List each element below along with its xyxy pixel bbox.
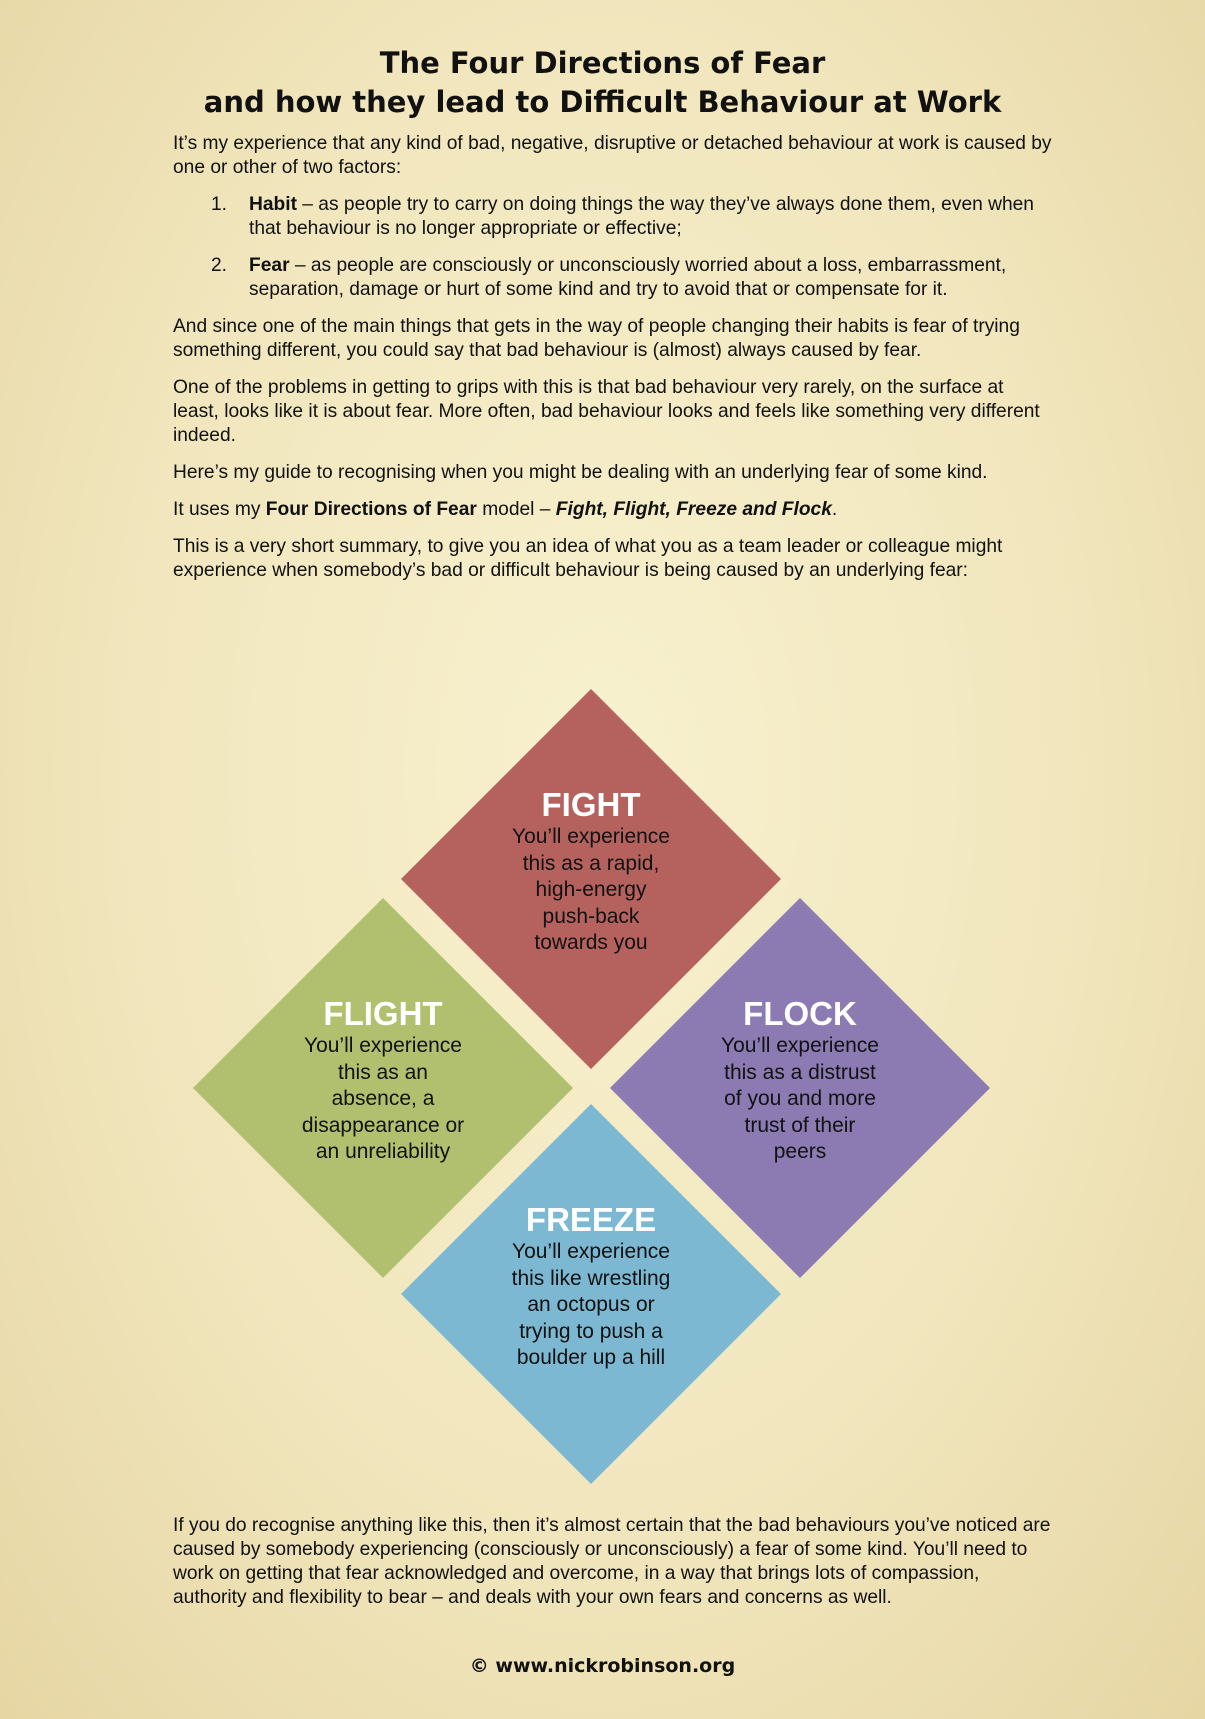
flock-line: of you and more [724,1087,876,1110]
freeze-line: this like wrestling [511,1266,671,1290]
factor-text: – as people are consciously or unconsciously worried about a loss, embarrassment, separation, damage or hurt of some kind and try to avoid that or compensate for it. [249,255,1007,300]
problems-paragraph: One of the problems in getting to grips with this is that bad behaviour very rarely, on the surface at least, looks like it is about fear. More often, bad behaviour looks and feels like something very different indeed. [173,377,1040,446]
fight-line: towards you [534,931,648,954]
flock-title: FLOCK [743,995,857,1032]
flock-line: this as a distrust [724,1060,876,1084]
flight-line: an unreliability [315,1140,451,1163]
list-number: 2. [211,255,228,276]
fight-line: push-back [542,904,640,928]
fight-line: You’ll experience [511,825,670,848]
list-number: 1. [211,194,228,215]
flight-title: FLIGHT [323,995,443,1032]
freeze-line: an octopus or [527,1293,655,1316]
fight-line: this as a rapid, [522,851,660,875]
freeze-text [456,1201,726,1372]
habits-paragraph: And since one of the main things that gets in the way of people changing their habits is fear of trying something different, you could say that bad behaviour is (almost) always caused by fear. [173,316,1020,361]
flock-line: trust of their [744,1113,856,1137]
flight-line: absence, a [331,1087,435,1110]
fight-title: FIGHT [541,786,641,823]
flock-line: peers [773,1140,827,1163]
title-line-2: and how they lead to Difficult Behaviour at Work [203,85,1002,119]
freeze-line: You’ll experience [511,1240,670,1263]
closing-text [173,1514,1053,1610]
flight-line: this as an [338,1060,428,1084]
fight-line: high-energy [535,878,647,901]
freeze-diamond [401,1104,781,1484]
model-paragraph [173,498,1053,522]
list-item [173,254,1053,302]
model-name: Four Directions of Fear [265,499,477,520]
flight-line: You’ll experience [303,1034,462,1057]
factors-list [173,193,1053,302]
flock-line: You’ll experience [720,1034,879,1057]
intro-paragraph: It’s my experience that any kind of bad, negative, disruptive or detached behaviour at work is caused by one or other of two factors: [173,133,1052,178]
freeze-line: boulder up a hill [516,1346,666,1369]
title-line-1: The Four Directions of Fear [379,46,826,80]
closing-paragraph: If you do recognise anything like this, then it’s almost certain that the bad behaviours you’ve noticed are caused by somebody experiencing (consciously or unconsciously) a fear of some kind. You’ll need to work on getting that fear acknowledged and overcome, in a way that brings lots of compassion, authority and flexibility to bear – and deals with your own fears and concerns as well. [173,1515,1051,1608]
model-middle: model – [476,499,556,520]
summary-paragraph: This is a very short summary, to give you an idea of what you as a team leader or colleague might experience when somebody’s bad or difficult behaviour is being caused by an underlying fear: [173,536,1003,581]
flight-line: disappearance or [301,1113,465,1137]
model-prefix: It uses my [173,499,266,520]
model-directions: Fight, Flight, Freeze and Flock [555,499,832,520]
page-title [0,44,1205,122]
factor-term: Habit [249,194,297,215]
body-text [173,132,1053,596]
freeze-title: FREEZE [525,1201,657,1238]
factor-text: – as people try to carry on doing things the way they’ve always done them, even when that behaviour is no longer appropriate or effective; [249,194,1034,239]
copyright-notice: © www.nickrobinson.org [469,1655,736,1677]
freeze-line: trying to push a [519,1319,663,1343]
guide-paragraph: Here’s my guide to recognising when you might be dealing with an underlying fear of some kind. [173,462,988,483]
list-item [173,193,1053,241]
factor-term: Fear [249,255,290,276]
model-suffix: . [831,499,838,520]
